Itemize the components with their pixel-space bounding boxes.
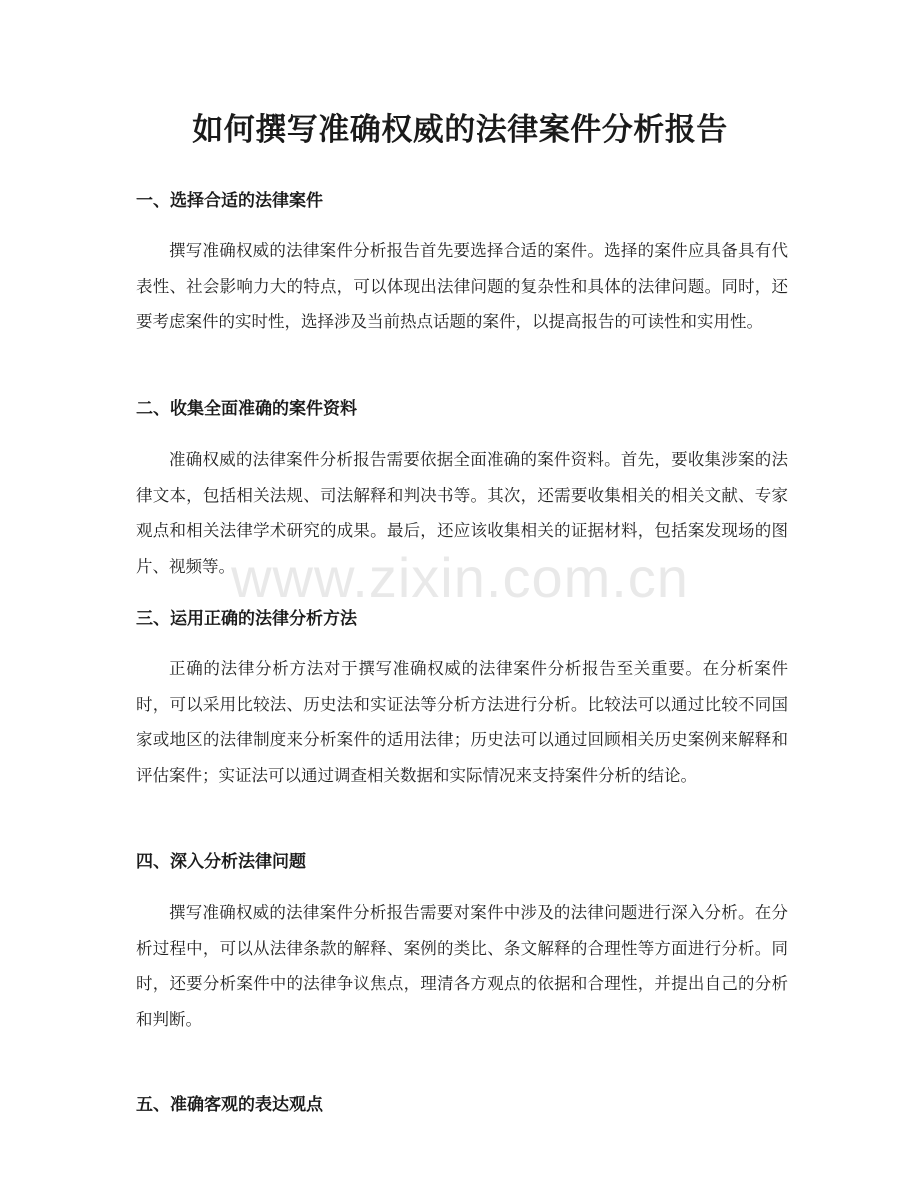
watermark: www.zixin.com.cn [231,546,689,609]
section-heading-5: 五、准确客观的表达观点 [136,1095,323,1115]
section-heading-1: 一、选择合适的法律案件 [136,191,323,211]
section-body-4: 撰写准确权威的法律案件分析报告需要对案件中涉及的法律问题进行深入分析。在分析过程中，可以从法律条款的解释、案例的类比、条文解释的合理性等方面进行分析。同时，还要分析案件中的法律争议焦点，理清各方观点的依据和合理性，并提出自己的分析和判断。 [136,903,788,1029]
section-heading-4: 四、深入分析法律问题 [136,852,306,872]
document-title: 如何撰写准确权威的法律案件分析报告 [192,112,728,148]
section-body-1: 撰写准确权威的法律案件分析报告首先要选择合适的案件。选择的案件应具备具有代表性、社会影响力大的特点，可以体现出法律问题的复杂性和具体的法律问题。同时，还要考虑案件的实时性，选择涉及当前热点话题的案件，以提高报告的可读性和实用性。 [136,241,788,331]
section-body-2: 准确权威的法律案件分析报告需要依据全面准确的案件资料。首先，要收集涉案的法律文本，包括相关法规、司法解释和判决书等。其次，还需要收集相关的相关文献、专家观点和相关法律学术研究的成果。最后，还应该收集相关的证据材料，包括案发现场的图片、视频等。 [136,450,788,576]
section-body-3: 正确的法律分析方法对于撰写准确权威的法律案件分析报告至关重要。在分析案件时，可以采用比较法、历史法和实证法等分析方法进行分析。比较法可以通过比较不同国家或地区的法律制度来分析案件的适用法律；历史法可以通过回顾相关历史案例来解释和评估案件；实证法可以通过调查相关数据和实际情况来支持案件分析的结论。 [136,659,788,785]
section-heading-2: 二、收集全面准确的案件资料 [136,399,357,419]
section-heading-3: 三、运用正确的法律分析方法 [136,609,357,629]
